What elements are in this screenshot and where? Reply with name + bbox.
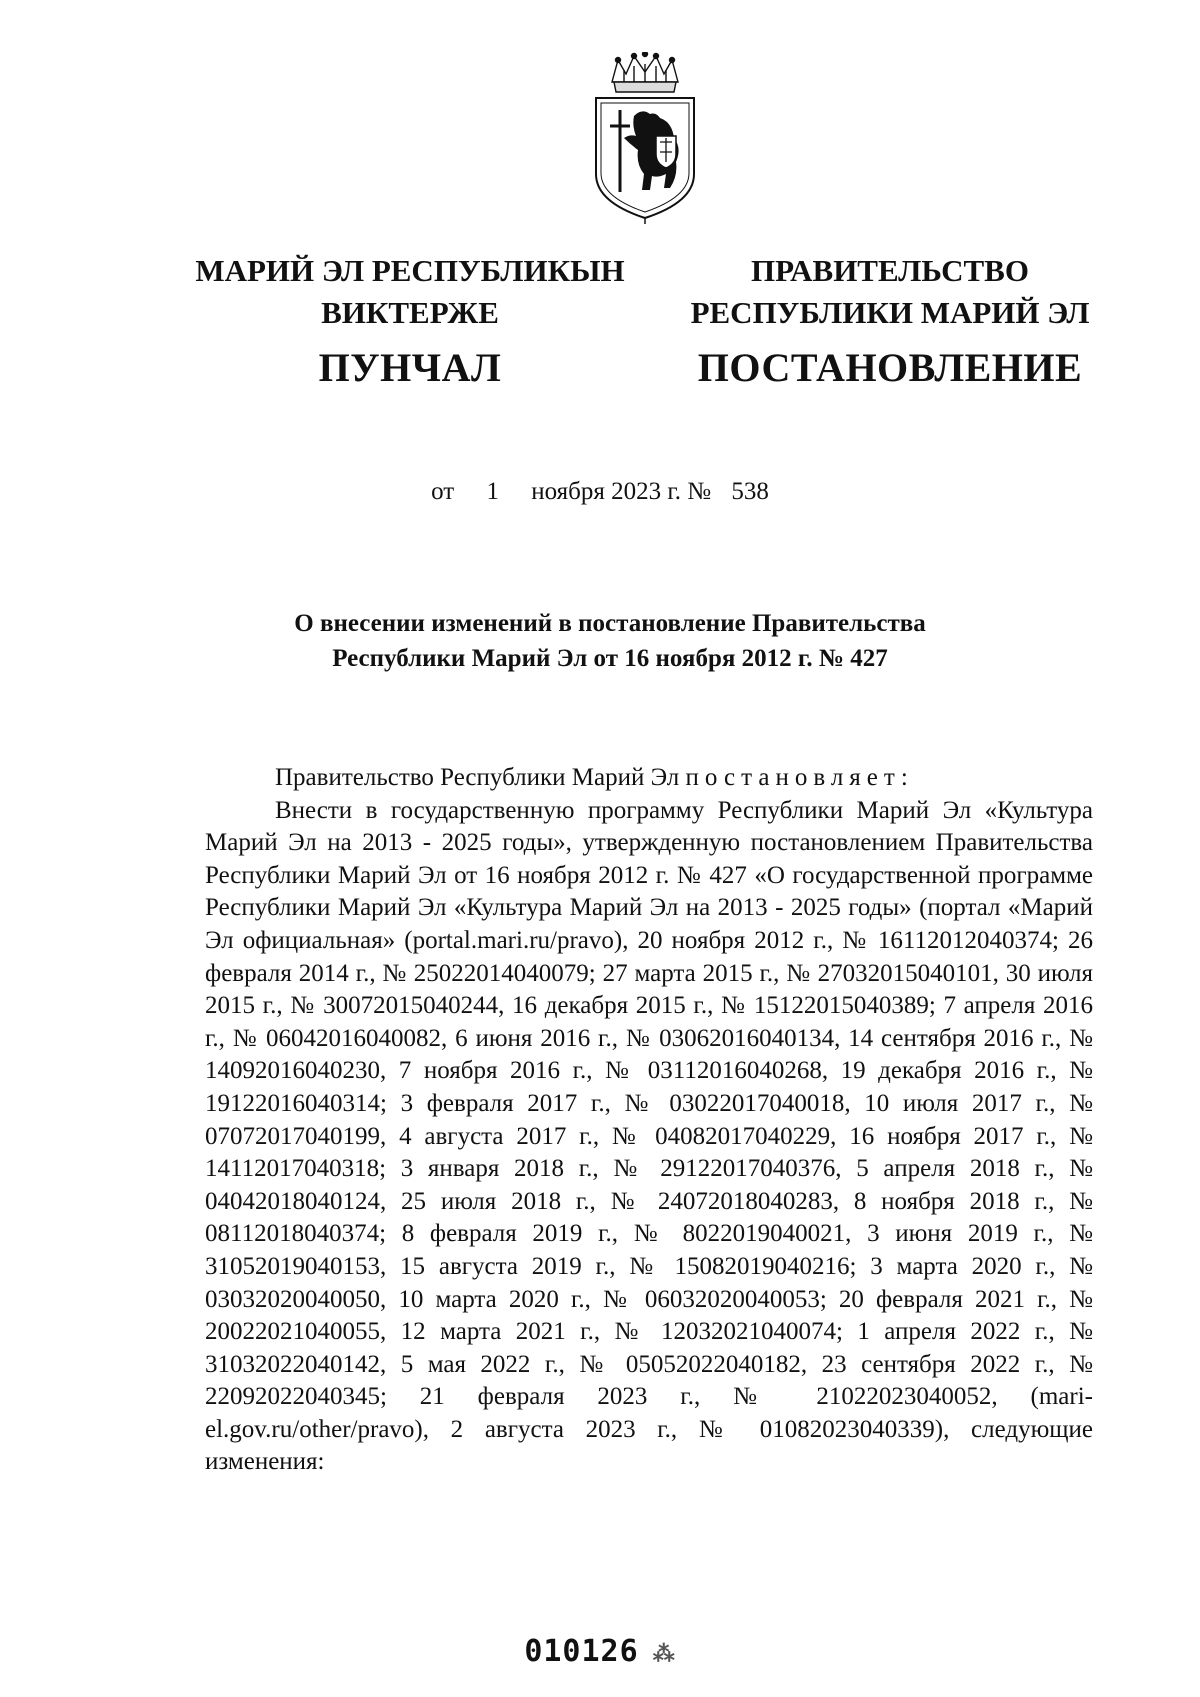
asterisk-mark-icon: ⁂	[652, 1642, 676, 1667]
subject-line1: О внесении изменений в постановление Правительства	[294, 610, 926, 637]
footer-serial	[0, 1634, 1200, 1669]
header-russian	[690, 250, 1090, 396]
intro-verb: постановляет:	[685, 764, 914, 791]
date-day: 1	[486, 478, 499, 505]
document-body	[205, 762, 1093, 1479]
document-subject	[230, 606, 990, 676]
main-paragraph: Внести в государственную программу Республики Марий Эл «Культура Марий Эл на 2013 - 2025 годы», утвержденную постановлением Правительства Республики Марий Эл от 16 ноября 2012 г. № 427 «О государственной программе Республики Марий Эл «Культура Марий Эл на 2013 - 2025 годы» (портал «Марий Эл официальная» (portal.mari.ru/pravo), 20 ноября 2012 г., № 16112012040374; 26 февраля 2014 г., № 25022014040079; 27 марта 2015 г., № 27032015040101, 30 июля 2015 г., № 30072015040244, 16 декабря 2015 г., № 15122015040389; 7 апреля 2016 г., № 06042016040082, 6 июня 2016 г., № 03062016040134, 14 сентября 2016 г., № 14092016040230, 7 ноября 2016 г., № 03112016040268, 19 декабря 2016 г., № 19122016040314; 3 февраля 2017 г., № 03022017040018, 10 июля 2017 г., № 07072017040199, 4 августа 2017 г., № 04082017040229, 16 ноября 2017 г., № 14112017040318; 3 января 2018 г., № 29122017040376, 5 апреля 2018 г., № 04042018040124, 25 июля 2018 г., № 24072018040283, 8 ноября 2018 г., № 08112018040374; 8 февраля 2019 г., № 8022019040021, 3 июня 2019 г., № 31052019040153, 15 августа 2019 г., № 15082019040216; 3 марта 2020 г., № 03032020040050, 10 марта 2020 г., № 06032020040053; 20 февраля 2021 г., № 20022021040055, 12 марта 2021 г., № 12032021040074; 1 апреля 2022 г., № 31032022040142, 5 мая 2022 г., № 05052022040182, 23 сентября 2022 г., № 22092022040345; 21 февраля 2023 г., № 21022023040052, (mari-el.gov.ru/other/pravo), 2 августа 2023 г., № 01082023040339), следующие изменения:	[205, 796, 1093, 1476]
header-mari	[190, 250, 630, 396]
subject-line2: Республики Марий Эл от 16 ноября 2012 г. № 427	[332, 645, 888, 672]
date-prefix: от	[431, 478, 455, 505]
intro-paragraph	[205, 762, 1093, 795]
header-russian-title: ПОСТАНОВЛЕНИЕ	[697, 345, 1083, 390]
header-mari-line1: МАРИЙ ЭЛ РЕСПУБЛИКЫН	[195, 253, 625, 288]
document-number: 538	[731, 478, 769, 505]
header-mari-line2: ВИКТЕРЖЕ	[321, 295, 499, 330]
date-rest: ноября 2023 г. №	[531, 478, 712, 505]
header-mari-title: ПУНЧАЛ	[318, 345, 502, 390]
serial-number: 010126	[524, 1634, 639, 1669]
header-russian-line1: ПРАВИТЕЛЬСТВО	[751, 253, 1029, 288]
coat-of-arms-mari-el-icon	[590, 52, 700, 224]
header-russian-line2: РЕСПУБЛИКИ МАРИЙ ЭЛ	[690, 295, 1090, 330]
document-date	[0, 478, 1200, 506]
intro-prefix: Правительство Республики Марий Эл	[275, 764, 680, 791]
